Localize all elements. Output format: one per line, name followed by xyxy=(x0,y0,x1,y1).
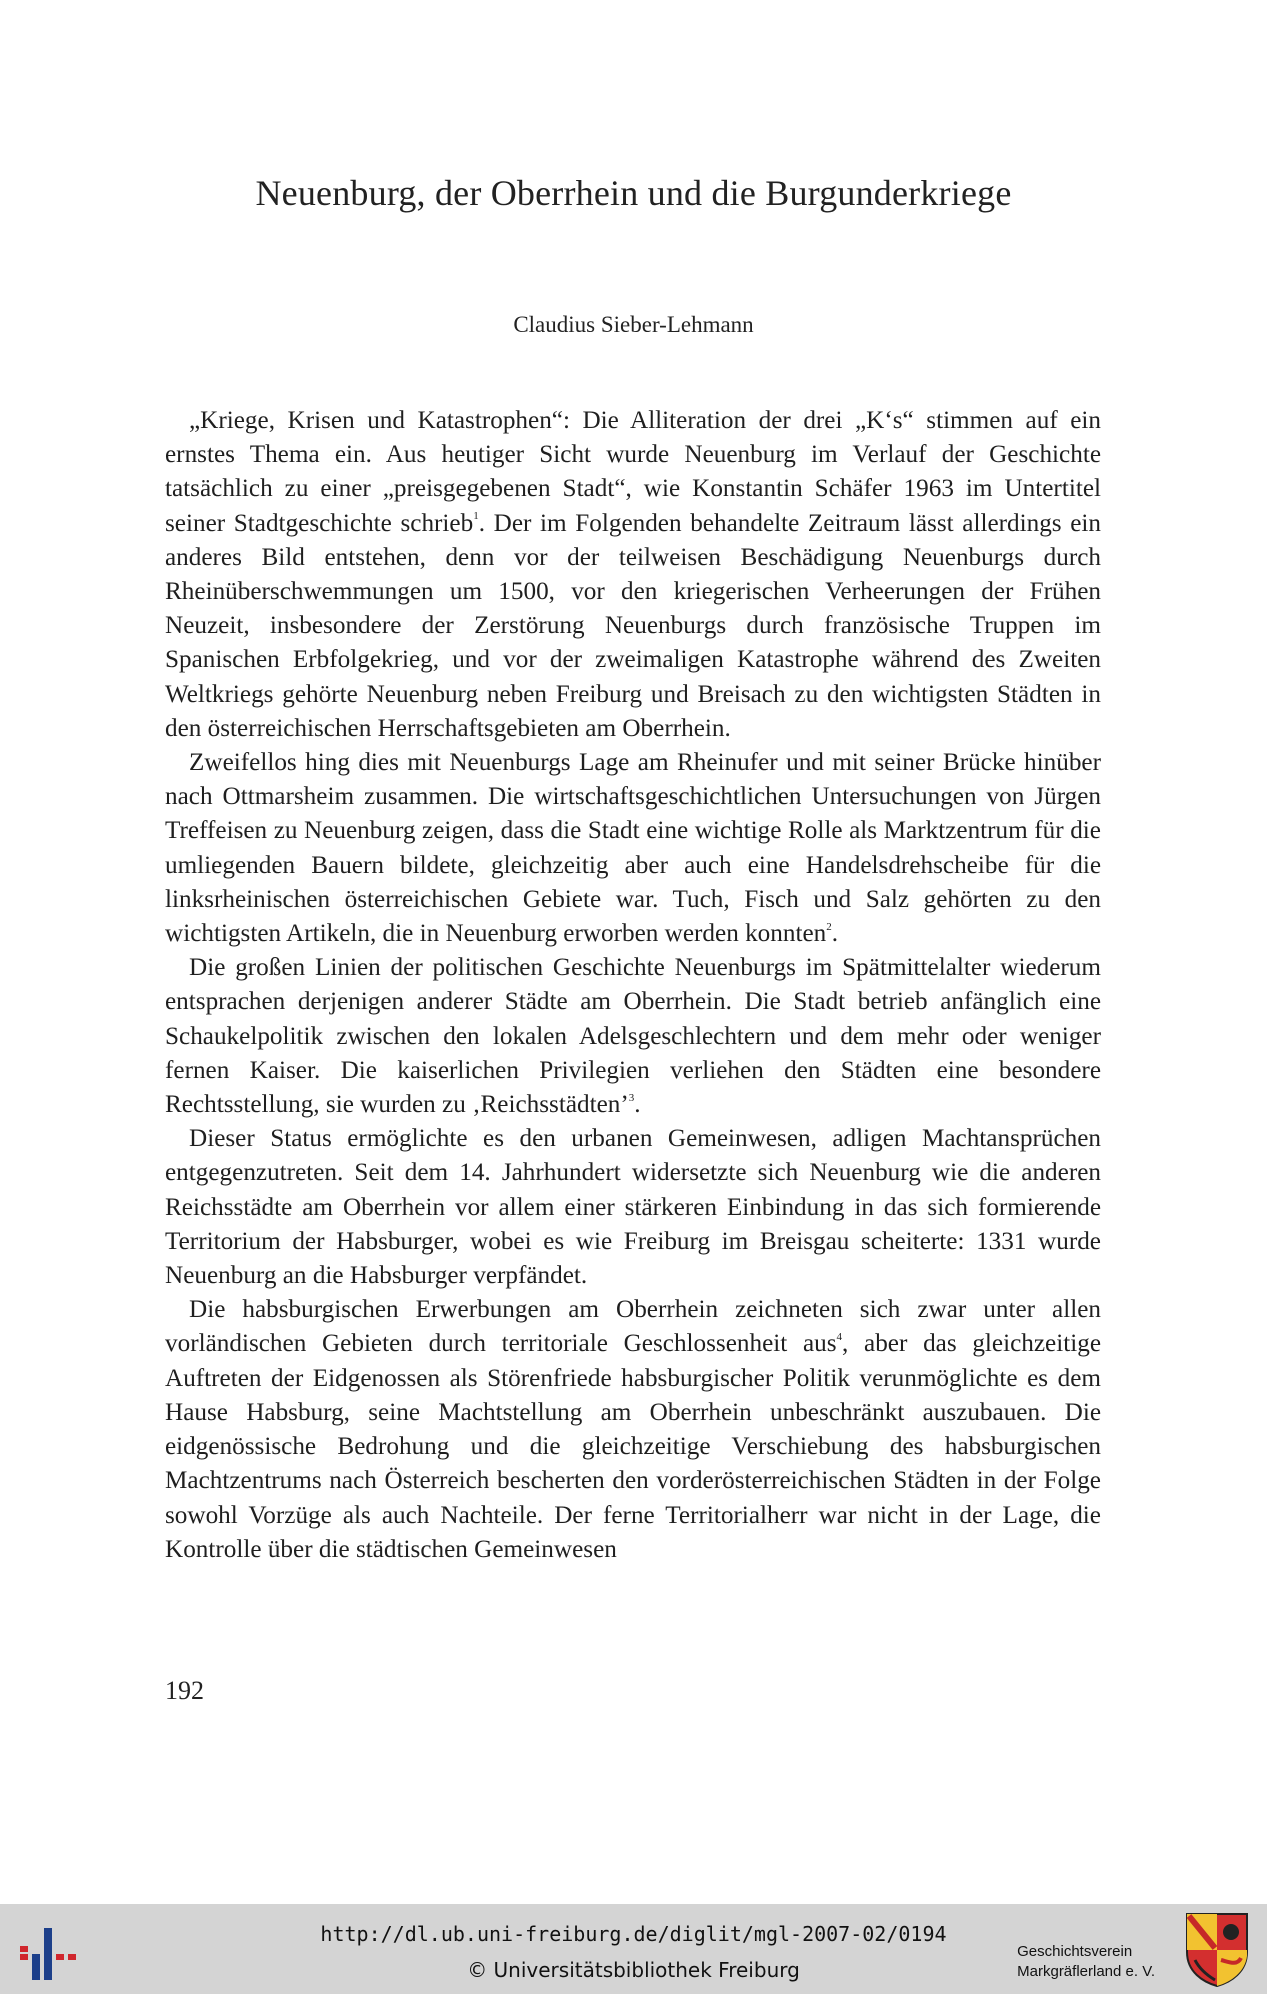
paragraph: Dieser Status ermöglichte es den urbanen Gemeinwesen, adligen Machtansprüchen entgegenzutreten. Seit dem 14. Jahrhundert widersetzte sich Neuenburg wie die anderen Reichsstädte am Oberrhein vor allem einer stärkeren Einbindung in das sich formierende Territorium der Habsburger, wobei es wie Freiburg im Breisgau scheiterte: 1331 wurde Neuenburg an die Habsburger verpfändet. xyxy=(165,1125,1101,1290)
footnote-marker[interactable]: 3 xyxy=(628,1091,635,1104)
society-name-line1: Geschichtsverein xyxy=(1017,1943,1133,1960)
footnote-marker[interactable]: 2 xyxy=(826,920,832,933)
society-name-line2: Markgräflerland e. V. xyxy=(1017,1963,1155,1980)
coat-of-arms-icon xyxy=(1185,1912,1249,1988)
paragraph: Die habsburgischen Erwerbungen am Oberrhein zeichneten sich zwar unter allen vorländischen Gebieten durch territoriale Geschlossenheit aus$^4$, aber das gleichzeitige Auftreten der Eidgenossen als Störenfriede habsburgischer Politik verunmöglichte es dem Hause Habsburg, seine Machtstellung am Oberrhein unbeschränkt auszubauen. Die eidgenössische Bedrohung und die gleichzeitige Verschiebung des habsburgischen Machtzentrums nach Österreich bescherten den vorderösterreichischen Städten in der Folge sowohl Vorzüge als auch Nachteile. Der ferne Territorialherr war nicht in der Lage, die Kontrolle über die städtischen Gemeinwesen xyxy=(165,1296,1101,1563)
paragraph: Die großen Linien der politischen Geschichte Neuenburgs im Spätmittelalter wiederum entsprachen derjenigen anderer Städte am Oberrhein. Die Stadt betrieb anfänglich eine Schaukelpolitik zwischen den lokalen Adelsgeschlechtern und dem mehr oder weniger fernen Kaiser. Die kaiserlichen Privilegien verliehen den Städten eine besondere Rechtsstellung, sie wurden zu ‚Reichsstädten’$^3$. xyxy=(165,954,1101,1119)
footnote-marker[interactable]: 4 xyxy=(836,1331,843,1344)
paragraph: Zweifellos hing dies mit Neuenburgs Lage am Rheinufer und mit seiner Brücke hinüber nach Ottmarsheim zusammen. Die wirtschaftsgeschichtlichen Untersuchungen von Jürgen Treffeisen zu Neuenburg zeigen, dass die Stadt eine wichtige Rolle als Marktzentrum für die umliegenden Bauern bildete, gleichzeitig aber auch eine Handelsdrehscheibe für die linksrheinischen österreichischen Gebiete war. Tuch, Fisch und Salz gehörten zu den wichtigsten Artikeln, die in Neuenburg erworben werden konnten$^2$. xyxy=(165,749,1101,948)
article-author: Claudius Sieber-Lehmann xyxy=(513,312,754,337)
article-title: Neuenburg, der Oberrhein und die Burgunderkriege xyxy=(255,173,1012,213)
society-name xyxy=(1017,1942,1155,1982)
footer-bar xyxy=(0,1904,1267,1994)
copyright-text: © Universitätsbibliothek Freiburg xyxy=(467,1958,800,1982)
paragraph: „Kriege, Krisen und Katastrophen“: Die Alliteration der drei „K‘s“ stimmen auf ein ernstes Thema ein. Aus heutiger Sicht wurde Neuenburg im Verlauf der Geschichte tatsächlich zu einer „preisgegebenen Stadt“, wie Konstantin Schäfer 1963 im Untertitel seiner Stadtgeschichte schrieb$^1$. Der im Folgenden behandelte Zeitraum lässt allerdings ein anderes Bild entstehen, denn vor der teilweisen Beschädigung Neuenburgs durch Rheinüberschwemmungen um 1500, vor den kriegerischen Verheerungen der Frühen Neuzeit, insbesondere der Zerstörung Neuenburgs durch französische Truppen im Spanischen Erbfolgekrieg, und vor der zweimaligen Katastrophe während des Zweiten Weltkriegs gehörte Neuenburg neben Freiburg und Breisach zu den wichtigsten Städten in den österreichischen Herrschaftsgebieten am Oberrhein. xyxy=(165,407,1101,742)
page-number: 192 xyxy=(165,1676,204,1705)
footnote-marker[interactable]: 1 xyxy=(473,510,479,523)
document-url-link[interactable]: http://dl.ub.uni-freiburg.de/diglit/mgl-2007-02/0194 xyxy=(320,1922,947,1946)
article-body xyxy=(165,404,1101,1567)
